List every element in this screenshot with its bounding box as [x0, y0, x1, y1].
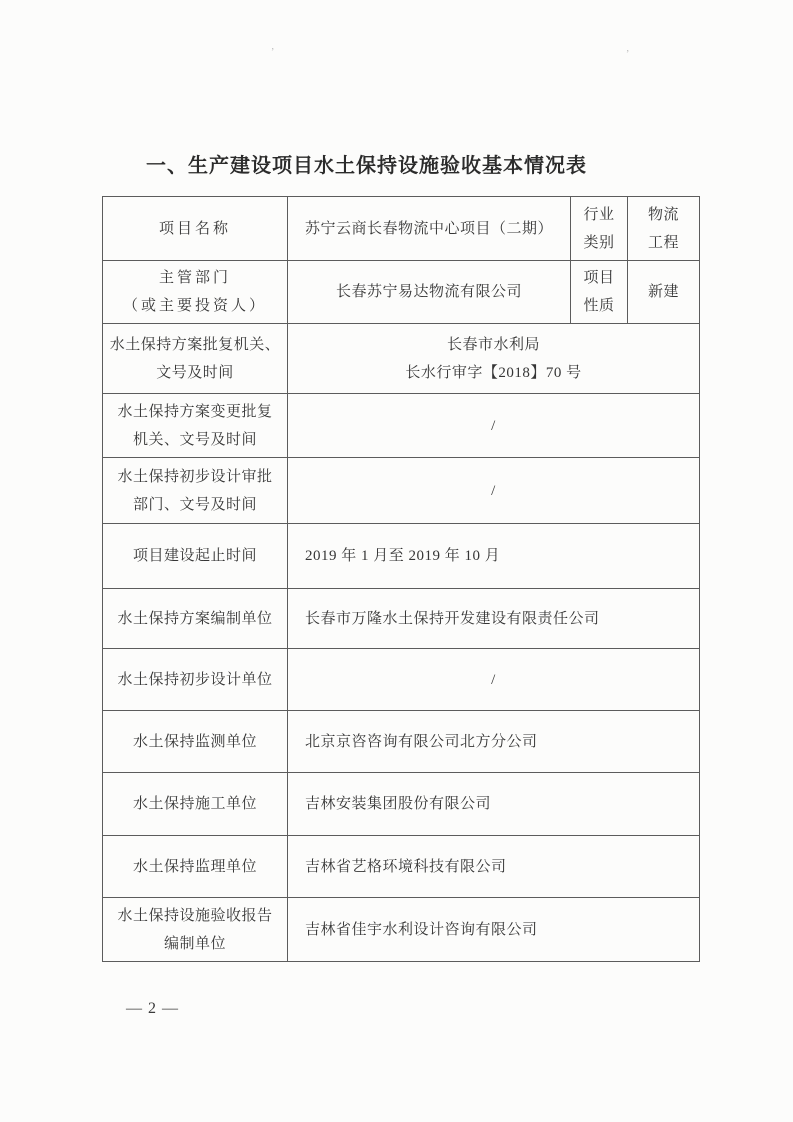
- table-row-supervising-department: [103, 261, 699, 324]
- side-label-project-nature: [570, 261, 627, 323]
- scan-speck: ’: [271, 47, 275, 58]
- value-line: 2019 年 1 月至 2019 年 10 月: [305, 548, 501, 564]
- value-line: 长春市水利局: [446, 336, 540, 353]
- table-row-plan-change-approval: [103, 394, 699, 458]
- row-label: [103, 197, 288, 260]
- value-line: /: [491, 482, 496, 499]
- label-line: 机关、文号及时间: [132, 431, 257, 448]
- table-row-preliminary-design-unit: [103, 649, 699, 711]
- row-value: [288, 589, 699, 648]
- value-line: 新建: [647, 284, 679, 300]
- value-line: 吉林安装集团股份有限公司: [305, 796, 492, 812]
- table-row-acceptance-report-unit: [103, 898, 699, 961]
- row-label: [103, 261, 288, 323]
- value-line: 北京京咨咨询有限公司北方分公司: [305, 733, 538, 750]
- row-value: [288, 324, 699, 393]
- label-line: 性质: [583, 298, 615, 314]
- label-line: 部门、文号及时间: [132, 496, 257, 513]
- value-line: 长春苏宁易达物流有限公司: [335, 284, 522, 300]
- table-row-plan-compiling-unit: [103, 589, 699, 649]
- value-line: /: [491, 671, 496, 688]
- scan-speck: ’: [626, 49, 630, 60]
- table-row-plan-approval-authority: [103, 324, 699, 394]
- row-label: [103, 773, 288, 835]
- label-line: （或主要投资人）: [122, 298, 267, 314]
- row-value: [288, 773, 699, 835]
- table-row-construction-unit: [103, 773, 699, 836]
- side-label-industry-category: [570, 197, 627, 260]
- row-label: [103, 589, 288, 648]
- page-number: — 2 —: [126, 1000, 179, 1017]
- label-line: 项目名称: [158, 220, 231, 237]
- table-row-monitoring-unit: [103, 711, 699, 773]
- row-label: [103, 324, 288, 393]
- row-label: [103, 458, 288, 523]
- value-line: 苏宁云商长春物流中心项目（二期）: [304, 220, 553, 237]
- row-value: [288, 524, 699, 588]
- side-value-industry-category: [627, 197, 699, 260]
- table-row-project-name: [103, 197, 699, 261]
- value-line: /: [491, 417, 496, 434]
- row-value: [288, 261, 570, 323]
- label-line: 水土保持方案变更批复: [117, 403, 273, 420]
- row-label: [103, 394, 288, 457]
- label-line: 项目: [583, 270, 615, 286]
- label-line: 行业: [583, 206, 615, 223]
- row-value: [288, 836, 699, 897]
- value-line: 吉林省艺格环境科技有限公司: [305, 858, 507, 875]
- label-line: 水土保持施工单位: [132, 796, 257, 812]
- label-line: 主管部门: [158, 270, 231, 286]
- row-value: [288, 649, 699, 710]
- value-line: 物流: [647, 206, 679, 223]
- row-label: [103, 524, 288, 588]
- label-line: 水土保持方案编制单位: [117, 610, 273, 627]
- value-line: 工程: [647, 234, 679, 251]
- table-row-construction-period: [103, 524, 699, 589]
- info-table: [102, 196, 700, 962]
- label-line: 水土保持监测单位: [132, 733, 257, 750]
- label-line: 水土保持监理单位: [132, 858, 257, 875]
- row-value: [288, 197, 570, 260]
- side-value-project-nature: [627, 261, 699, 323]
- table-row-preliminary-design-approval: [103, 458, 699, 524]
- value-line: 长春市万隆水土保持开发建设有限责任公司: [305, 610, 600, 627]
- row-label: [103, 649, 288, 710]
- row-value: [288, 458, 699, 523]
- row-label: [103, 898, 288, 961]
- label-line: 水土保持方案批复机关、: [109, 336, 281, 353]
- label-line: 项目建设起止时间: [132, 548, 257, 564]
- row-value: [288, 394, 699, 457]
- row-label: [103, 836, 288, 897]
- page-title: 一、生产建设项目水土保持设施验收基本情况表: [146, 155, 587, 177]
- label-line: 类别: [583, 234, 615, 251]
- value-line: 吉林省佳宇水利设计咨询有限公司: [305, 921, 538, 938]
- label-line: 文号及时间: [156, 364, 234, 381]
- row-value: [288, 711, 699, 772]
- label-line: 水土保持初步设计单位: [117, 671, 273, 688]
- row-label: [103, 711, 288, 772]
- table-row-supervision-unit: [103, 836, 699, 898]
- label-line: 水土保持初步设计审批: [117, 468, 273, 485]
- label-line: 编制单位: [163, 935, 226, 952]
- value-line: 长水行审字【2018】70 号: [405, 364, 582, 381]
- label-line: 水土保持设施验收报告: [117, 907, 273, 924]
- row-value: [288, 898, 699, 961]
